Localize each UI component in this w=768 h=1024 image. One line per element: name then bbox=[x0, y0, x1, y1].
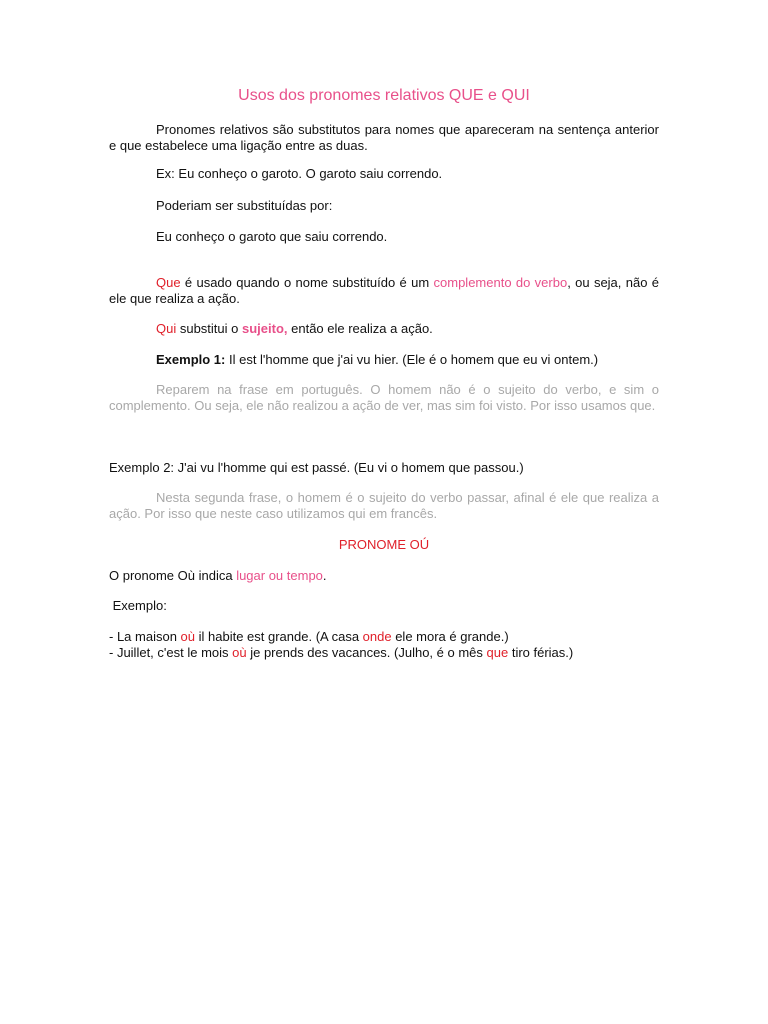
example-item bbox=[109, 645, 573, 661]
ou-indica-text-1: O pronome Où indica bbox=[109, 568, 237, 583]
qui-word: Qui bbox=[156, 321, 177, 336]
example-item bbox=[109, 629, 509, 645]
sujeito-highlight: sujeito, bbox=[242, 321, 288, 336]
exemplo-1 bbox=[156, 352, 598, 368]
substitution-intro: Poderiam ser substituídas por: bbox=[156, 198, 333, 213]
reparem-paragraph: Reparem na frase em português. O homem não é o sujeito do verbo, e sim o complemento. Ou seja, ele não realizou a ação de ver, mas sim foi visto. Por isso usamos que. bbox=[109, 382, 659, 413]
intro-paragraph: Pronomes relativos são substitutos para nomes que apareceram na sentença anterior e que estabelece uma ligação entre as duas. bbox=[109, 122, 659, 153]
exemplo-2: Exemplo 2: J'ai vu l'homme qui est passé. (Eu vi o homem que passou.) bbox=[109, 460, 524, 475]
example-text: - Juillet, c'est le mois bbox=[109, 645, 233, 660]
example-text: ele mora é grande.) bbox=[391, 629, 509, 644]
pronome-ou-heading: PRONOME OÚ bbox=[338, 537, 430, 552]
ou-indica-text-2: . bbox=[322, 568, 327, 583]
example-text: je prends des vacances. (Julho, é o mês bbox=[246, 645, 487, 660]
exemplo-1-text: Il est l'homme que j'ai vu hier. (Ele é o homem que eu vi ontem.) bbox=[225, 352, 599, 367]
que-text-2: , ou seja, não é ele que realiza a ação. bbox=[109, 275, 659, 306]
ou-highlight: où bbox=[180, 629, 196, 644]
qui-paragraph bbox=[156, 321, 433, 337]
que-text-1: é usado quando o nome substituído é um bbox=[180, 275, 434, 290]
que-highlight: que bbox=[486, 645, 509, 660]
que-word: Que bbox=[156, 275, 181, 290]
onde-highlight: onde bbox=[362, 629, 392, 644]
qui-text-1: substitui o bbox=[176, 321, 242, 336]
lugar-tempo-highlight: lugar ou tempo bbox=[236, 568, 323, 583]
ou-highlight: où bbox=[232, 645, 247, 660]
example-line: Ex: Eu conheço o garoto. O garoto saiu correndo. bbox=[156, 166, 443, 181]
example-text: il habite est grande. (A casa bbox=[195, 629, 363, 644]
exemplo-1-label: Exemplo 1: bbox=[156, 352, 226, 367]
ou-indica-line bbox=[109, 568, 327, 584]
complemento-highlight: complemento do verbo bbox=[433, 275, 568, 290]
exemplo-label: Exemplo: bbox=[109, 598, 167, 613]
example-text: - La maison bbox=[109, 629, 181, 644]
example-text: tiro férias.) bbox=[508, 645, 574, 660]
qui-text-2: então ele realiza a ação. bbox=[287, 321, 433, 336]
document-title: Usos dos pronomes relativos QUE e QUI bbox=[238, 87, 530, 104]
nesta-paragraph: Nesta segunda frase, o homem é o sujeito do verbo passar, afinal é ele que realiza a ação. Por isso que neste caso utilizamos qui em francês. bbox=[109, 490, 659, 521]
combined-sentence: Eu conheço o garoto que saiu correndo. bbox=[156, 229, 388, 244]
que-paragraph bbox=[109, 275, 659, 307]
